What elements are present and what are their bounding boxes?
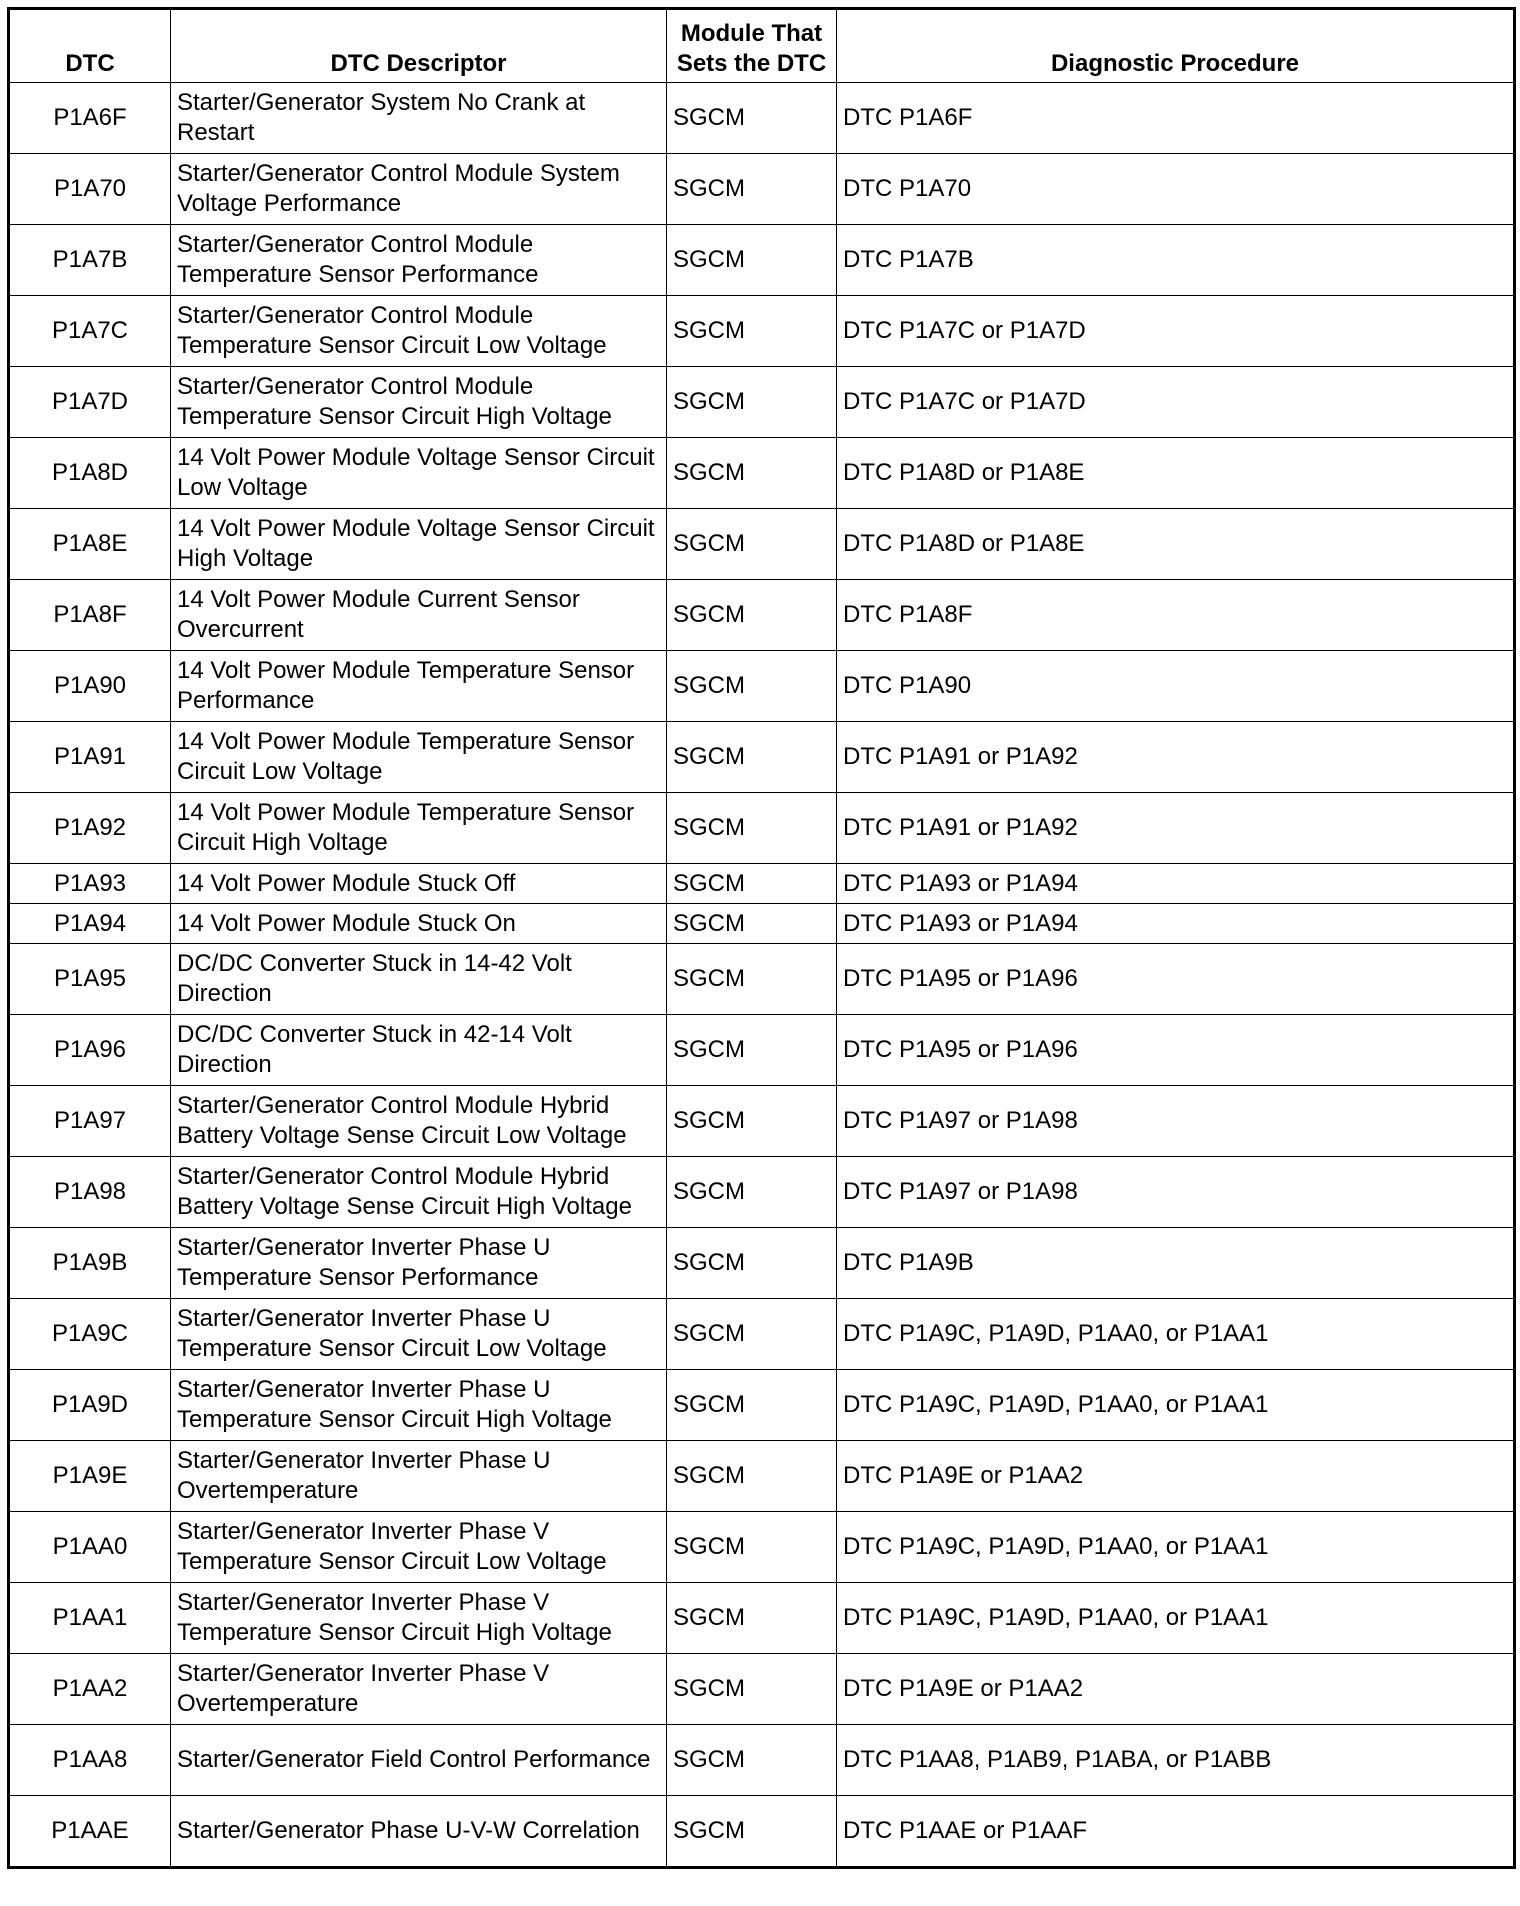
module-cell: SGCM — [667, 83, 837, 154]
diagnostic-procedure-cell: DTC P1A7B — [837, 225, 1515, 296]
module-cell: SGCM — [667, 1796, 837, 1868]
table-row — [9, 83, 1515, 154]
dtc-code-cell: P1A7B — [9, 225, 171, 296]
table-row — [9, 793, 1515, 864]
dtc-code-cell: P1A94 — [9, 904, 171, 944]
dtc-code-cell: P1A91 — [9, 722, 171, 793]
dtc-descriptor-cell: Starter/Generator Inverter Phase U Overtemperature — [171, 1441, 667, 1512]
dtc-code-cell: P1A93 — [9, 864, 171, 904]
table-row — [9, 367, 1515, 438]
dtc-code-cell: P1A90 — [9, 651, 171, 722]
diagnostic-procedure-cell: DTC P1A9C, P1A9D, P1AA0, or P1AA1 — [837, 1583, 1515, 1654]
dtc-code-cell: P1AAE — [9, 1796, 171, 1868]
dtc-descriptor-cell: DC/DC Converter Stuck in 42-14 Volt Direction — [171, 1015, 667, 1086]
dtc-descriptor-cell: Starter/Generator Control Module Temperature Sensor Performance — [171, 225, 667, 296]
diagnostic-procedure-cell: DTC P1A8D or P1A8E — [837, 438, 1515, 509]
dtc-descriptor-cell: 14 Volt Power Module Voltage Sensor Circuit High Voltage — [171, 509, 667, 580]
dtc-table — [7, 7, 1516, 1869]
header-dtc: DTC — [9, 9, 171, 83]
dtc-code-cell: P1A6F — [9, 83, 171, 154]
diagnostic-procedure-cell: DTC P1A95 or P1A96 — [837, 1015, 1515, 1086]
table-row — [9, 1796, 1515, 1868]
module-cell: SGCM — [667, 438, 837, 509]
diagnostic-procedure-cell: DTC P1A9C, P1A9D, P1AA0, or P1AA1 — [837, 1370, 1515, 1441]
table-row — [9, 1654, 1515, 1725]
diagnostic-procedure-cell: DTC P1AAE or P1AAF — [837, 1796, 1515, 1868]
diagnostic-procedure-cell: DTC P1A6F — [837, 83, 1515, 154]
dtc-code-cell: P1A98 — [9, 1157, 171, 1228]
module-cell: SGCM — [667, 225, 837, 296]
diagnostic-procedure-cell: DTC P1A93 or P1A94 — [837, 864, 1515, 904]
diagnostic-procedure-cell: DTC P1A8F — [837, 580, 1515, 651]
diagnostic-procedure-cell: DTC P1AA8, P1AB9, P1ABA, or P1ABB — [837, 1725, 1515, 1796]
table-row — [9, 1583, 1515, 1654]
diagnostic-procedure-cell: DTC P1A7C or P1A7D — [837, 367, 1515, 438]
table-row — [9, 438, 1515, 509]
table-row — [9, 1512, 1515, 1583]
table-body — [9, 83, 1515, 1868]
dtc-descriptor-cell: 14 Volt Power Module Stuck On — [171, 904, 667, 944]
dtc-descriptor-cell: Starter/Generator Inverter Phase V Overtemperature — [171, 1654, 667, 1725]
table-row — [9, 944, 1515, 1015]
dtc-descriptor-cell: 14 Volt Power Module Temperature Sensor Circuit Low Voltage — [171, 722, 667, 793]
table-row — [9, 509, 1515, 580]
table-row — [9, 1725, 1515, 1796]
module-cell: SGCM — [667, 1299, 837, 1370]
module-cell: SGCM — [667, 154, 837, 225]
table-row — [9, 1370, 1515, 1441]
module-cell: SGCM — [667, 296, 837, 367]
module-cell: SGCM — [667, 904, 837, 944]
table-header-row — [9, 9, 1515, 83]
module-cell: SGCM — [667, 1583, 837, 1654]
table-row — [9, 1228, 1515, 1299]
module-cell: SGCM — [667, 367, 837, 438]
table-row — [9, 722, 1515, 793]
dtc-code-cell: P1A9E — [9, 1441, 171, 1512]
dtc-descriptor-cell: Starter/Generator Control Module Hybrid Battery Voltage Sense Circuit Low Voltage — [171, 1086, 667, 1157]
dtc-descriptor-cell: Starter/Generator Control Module Temperature Sensor Circuit High Voltage — [171, 367, 667, 438]
module-cell: SGCM — [667, 1228, 837, 1299]
dtc-code-cell: P1AA0 — [9, 1512, 171, 1583]
dtc-code-cell: P1AA2 — [9, 1654, 171, 1725]
table-row — [9, 225, 1515, 296]
diagnostic-procedure-cell: DTC P1A93 or P1A94 — [837, 904, 1515, 944]
diagnostic-procedure-cell: DTC P1A97 or P1A98 — [837, 1157, 1515, 1228]
diagnostic-procedure-cell: DTC P1A95 or P1A96 — [837, 944, 1515, 1015]
dtc-code-cell: P1A7C — [9, 296, 171, 367]
module-cell: SGCM — [667, 1157, 837, 1228]
dtc-descriptor-cell: DC/DC Converter Stuck in 14-42 Volt Direction — [171, 944, 667, 1015]
dtc-code-cell: P1A97 — [9, 1086, 171, 1157]
dtc-descriptor-cell: Starter/Generator Control Module System Voltage Performance — [171, 154, 667, 225]
dtc-descriptor-cell: Starter/Generator Field Control Performance — [171, 1725, 667, 1796]
diagnostic-procedure-cell: DTC P1A91 or P1A92 — [837, 722, 1515, 793]
dtc-code-cell: P1A7D — [9, 367, 171, 438]
dtc-descriptor-cell: 14 Volt Power Module Temperature Sensor Circuit High Voltage — [171, 793, 667, 864]
module-cell: SGCM — [667, 1441, 837, 1512]
diagnostic-procedure-cell: DTC P1A70 — [837, 154, 1515, 225]
dtc-code-cell: P1A9B — [9, 1228, 171, 1299]
dtc-code-cell: P1A8D — [9, 438, 171, 509]
dtc-descriptor-cell: Starter/Generator System No Crank at Restart — [171, 83, 667, 154]
table-row — [9, 1086, 1515, 1157]
module-cell: SGCM — [667, 864, 837, 904]
module-cell: SGCM — [667, 580, 837, 651]
table-row — [9, 580, 1515, 651]
diagnostic-procedure-cell: DTC P1A9C, P1A9D, P1AA0, or P1AA1 — [837, 1512, 1515, 1583]
dtc-descriptor-cell: Starter/Generator Control Module Hybrid Battery Voltage Sense Circuit High Voltage — [171, 1157, 667, 1228]
diagnostic-procedure-cell: DTC P1A90 — [837, 651, 1515, 722]
dtc-descriptor-cell: Starter/Generator Inverter Phase V Temperature Sensor Circuit Low Voltage — [171, 1512, 667, 1583]
diagnostic-procedure-cell: DTC P1A91 or P1A92 — [837, 793, 1515, 864]
module-cell: SGCM — [667, 651, 837, 722]
dtc-descriptor-cell: Starter/Generator Inverter Phase U Temperature Sensor Performance — [171, 1228, 667, 1299]
table-row — [9, 1441, 1515, 1512]
dtc-code-cell: P1A70 — [9, 154, 171, 225]
dtc-descriptor-cell: Starter/Generator Inverter Phase U Temperature Sensor Circuit High Voltage — [171, 1370, 667, 1441]
table-row — [9, 864, 1515, 904]
diagnostic-procedure-cell: DTC P1A9B — [837, 1228, 1515, 1299]
dtc-descriptor-cell: Starter/Generator Phase U-V-W Correlation — [171, 1796, 667, 1868]
module-cell: SGCM — [667, 1015, 837, 1086]
dtc-code-cell: P1A96 — [9, 1015, 171, 1086]
module-cell: SGCM — [667, 1654, 837, 1725]
module-cell: SGCM — [667, 509, 837, 580]
module-cell: SGCM — [667, 1086, 837, 1157]
dtc-descriptor-cell: 14 Volt Power Module Temperature Sensor Performance — [171, 651, 667, 722]
dtc-descriptor-cell: Starter/Generator Inverter Phase U Temperature Sensor Circuit Low Voltage — [171, 1299, 667, 1370]
table-row — [9, 154, 1515, 225]
header-diagnostic-procedure: Diagnostic Procedure — [837, 9, 1515, 83]
dtc-descriptor-cell: 14 Volt Power Module Stuck Off — [171, 864, 667, 904]
module-cell: SGCM — [667, 1512, 837, 1583]
table-row — [9, 1157, 1515, 1228]
table-row — [9, 904, 1515, 944]
dtc-code-cell: P1A8E — [9, 509, 171, 580]
dtc-descriptor-cell: Starter/Generator Inverter Phase V Temperature Sensor Circuit High Voltage — [171, 1583, 667, 1654]
module-cell: SGCM — [667, 1370, 837, 1441]
header-module: Module That Sets the DTC — [667, 9, 837, 83]
header-dtc-descriptor: DTC Descriptor — [171, 9, 667, 83]
dtc-code-cell: P1AA1 — [9, 1583, 171, 1654]
dtc-code-cell: P1AA8 — [9, 1725, 171, 1796]
dtc-code-cell: P1A92 — [9, 793, 171, 864]
module-cell: SGCM — [667, 793, 837, 864]
module-cell: SGCM — [667, 1725, 837, 1796]
table-row — [9, 296, 1515, 367]
dtc-descriptor-cell: 14 Volt Power Module Current Sensor Overcurrent — [171, 580, 667, 651]
module-cell: SGCM — [667, 722, 837, 793]
diagnostic-procedure-cell: DTC P1A9C, P1A9D, P1AA0, or P1AA1 — [837, 1299, 1515, 1370]
table-row — [9, 1299, 1515, 1370]
diagnostic-procedure-cell: DTC P1A7C or P1A7D — [837, 296, 1515, 367]
dtc-code-cell: P1A8F — [9, 580, 171, 651]
dtc-code-cell: P1A9C — [9, 1299, 171, 1370]
dtc-descriptor-cell: Starter/Generator Control Module Temperature Sensor Circuit Low Voltage — [171, 296, 667, 367]
diagnostic-procedure-cell: DTC P1A8D or P1A8E — [837, 509, 1515, 580]
table-row — [9, 651, 1515, 722]
diagnostic-procedure-cell: DTC P1A9E or P1AA2 — [837, 1654, 1515, 1725]
diagnostic-procedure-cell: DTC P1A97 or P1A98 — [837, 1086, 1515, 1157]
dtc-code-cell: P1A95 — [9, 944, 171, 1015]
dtc-descriptor-cell: 14 Volt Power Module Voltage Sensor Circuit Low Voltage — [171, 438, 667, 509]
table-row — [9, 1015, 1515, 1086]
diagnostic-procedure-cell: DTC P1A9E or P1AA2 — [837, 1441, 1515, 1512]
module-cell: SGCM — [667, 944, 837, 1015]
dtc-code-cell: P1A9D — [9, 1370, 171, 1441]
